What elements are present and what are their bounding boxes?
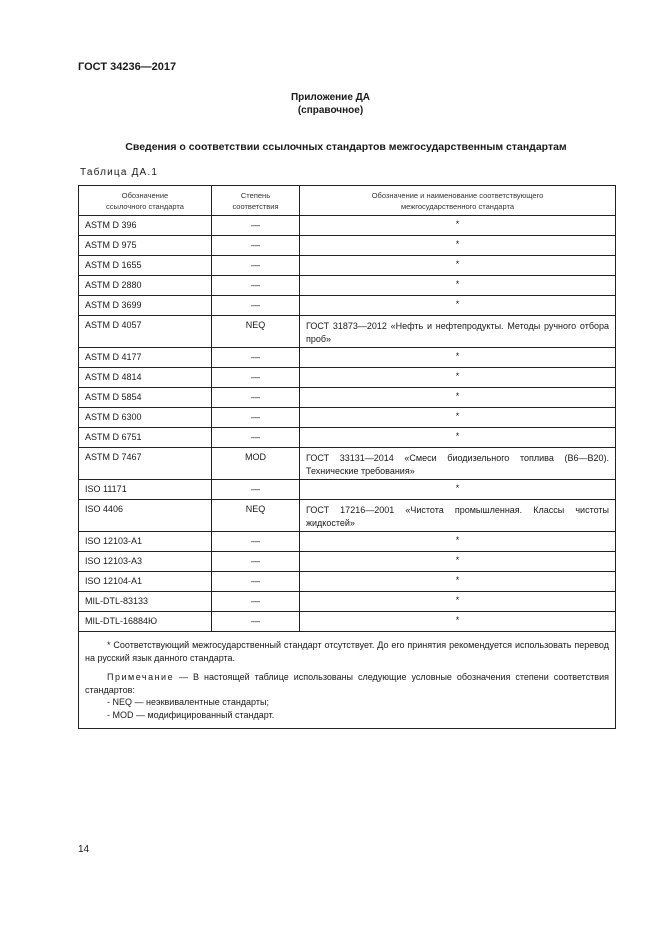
cell-degree: MOD xyxy=(212,448,300,480)
note-item: - NEQ — неэквивалентные стандарты; xyxy=(107,697,269,707)
cell-degree: — xyxy=(212,236,300,256)
appendix-title: Приложение ДА xyxy=(290,92,371,103)
cell-reference: ISO 12103-A1 xyxy=(79,532,212,552)
cell-degree: — xyxy=(212,216,300,236)
cell-reference: ASTM D 4814 xyxy=(79,368,212,388)
table-row xyxy=(79,500,616,532)
cell-degree: — xyxy=(212,368,300,388)
cell-interstate-standard: * xyxy=(300,532,616,552)
cell-reference: ASTM D 6751 xyxy=(79,428,212,448)
table-row xyxy=(79,552,616,572)
cell-interstate-standard: ГОСТ 17216—2001 «Чистота промышленная. Классы чистоты жидкостей» xyxy=(300,500,616,532)
correspondence-table xyxy=(78,185,616,729)
note-label: Примечание xyxy=(107,672,175,682)
note xyxy=(85,671,609,696)
cell-interstate-standard: * xyxy=(300,572,616,592)
header-degree xyxy=(212,186,300,216)
table-row xyxy=(79,348,616,368)
cell-interstate-standard: * xyxy=(300,368,616,388)
header-col2-line2: соответствия xyxy=(232,201,279,211)
cell-reference: ISO 4406 xyxy=(79,500,212,532)
table-row xyxy=(79,532,616,552)
cell-degree: — xyxy=(212,408,300,428)
table-row xyxy=(79,236,616,256)
note-item: - MOD — модифицированный стандарт. xyxy=(107,709,275,720)
cell-degree: NEQ xyxy=(212,500,300,532)
table-footer xyxy=(79,632,616,729)
cell-interstate-standard: * xyxy=(300,256,616,276)
cell-reference: ASTM D 3699 xyxy=(79,296,212,316)
header-interstate-standard xyxy=(300,186,616,216)
header-col1-line1: Обозначение xyxy=(121,190,169,200)
table-row xyxy=(79,448,616,480)
cell-reference: MIL-DTL-83133 xyxy=(79,592,212,612)
header-col1-line2: ссылочного стандарта xyxy=(106,201,184,211)
cell-degree: — xyxy=(212,532,300,552)
table-header-row xyxy=(79,186,616,216)
cell-reference: ISO 12104-A1 xyxy=(79,572,212,592)
cell-interstate-standard: * xyxy=(300,552,616,572)
header-col3-line1: Обозначение и наименование соответствующего xyxy=(371,190,544,200)
table-row xyxy=(79,592,616,612)
cell-reference: ASTM D 4057 xyxy=(79,316,212,348)
cell-degree: — xyxy=(212,552,300,572)
cell-interstate-standard: * xyxy=(300,388,616,408)
header-reference-standard xyxy=(79,186,212,216)
cell-reference: ASTM D 7467 xyxy=(79,448,212,480)
cell-degree: — xyxy=(212,348,300,368)
header-col3-line2: межгосударственного стандарта xyxy=(401,201,514,211)
page-number: 14 xyxy=(78,844,90,855)
document-id: ГОСТ 34236—2017 xyxy=(78,61,177,73)
cell-reference: ASTM D 2880 xyxy=(79,276,212,296)
cell-reference: ASTM D 396 xyxy=(79,216,212,236)
note-text: — В настоящей таблице использованы следующие условные обозначения степени соответствия стандартов: xyxy=(85,672,609,695)
table-row xyxy=(79,216,616,236)
cell-reference: ASTM D 4177 xyxy=(79,348,212,368)
table-row xyxy=(79,296,616,316)
cell-interstate-standard: * xyxy=(300,296,616,316)
cell-degree: — xyxy=(212,276,300,296)
cell-reference: ASTM D 6300 xyxy=(79,408,212,428)
table-row xyxy=(79,388,616,408)
table-row xyxy=(79,572,616,592)
cell-interstate-standard: * xyxy=(300,592,616,612)
cell-interstate-standard: * xyxy=(300,348,616,368)
cell-reference: MIL-DTL-16884Ю xyxy=(79,612,212,632)
cell-interstate-standard: * xyxy=(300,612,616,632)
table-body xyxy=(79,216,616,632)
cell-interstate-standard: * xyxy=(300,236,616,256)
cell-degree: — xyxy=(212,256,300,276)
cell-interstate-standard: * xyxy=(300,276,616,296)
footnote: * Соответствующий межгосударственный стандарт отсутствует. До его принятия рекомендуется использовать перевод на русский язык данного стандарта. xyxy=(85,640,609,663)
section-title: Сведения о соответствии ссылочных стандартов межгосударственным стандартам xyxy=(125,141,567,153)
cell-interstate-standard: * xyxy=(300,216,616,236)
cell-degree: — xyxy=(212,428,300,448)
table-row xyxy=(79,428,616,448)
cell-interstate-standard: * xyxy=(300,428,616,448)
table-row xyxy=(79,408,616,428)
header-col2-line1: Степень xyxy=(240,190,271,200)
table-row xyxy=(79,276,616,296)
cell-interstate-standard: ГОСТ 31873—2012 «Нефть и нефтепродукты. Методы ручного отбора проб» xyxy=(300,316,616,348)
cell-degree: — xyxy=(212,296,300,316)
cell-reference: ASTM D 975 xyxy=(79,236,212,256)
table-row xyxy=(79,368,616,388)
cell-reference: ISO 11171 xyxy=(79,480,212,500)
cell-degree: — xyxy=(212,480,300,500)
cell-degree: NEQ xyxy=(212,316,300,348)
cell-interstate-standard: ГОСТ 33131—2014 «Смеси биодизельного топлива (В6—В20). Технические требования» xyxy=(300,448,616,480)
cell-degree: — xyxy=(212,612,300,632)
cell-degree: — xyxy=(212,572,300,592)
cell-interstate-standard: * xyxy=(300,480,616,500)
table-row xyxy=(79,256,616,276)
cell-reference: ISO 12103-A3 xyxy=(79,552,212,572)
cell-degree: — xyxy=(212,388,300,408)
cell-degree: — xyxy=(212,592,300,612)
cell-reference: ASTM D 5854 xyxy=(79,388,212,408)
table-row xyxy=(79,612,616,632)
cell-reference: ASTM D 1655 xyxy=(79,256,212,276)
table-row xyxy=(79,480,616,500)
appendix-subtitle: (справочное) xyxy=(297,105,364,116)
cell-interstate-standard: * xyxy=(300,408,616,428)
table-caption: Таблица ДА.1 xyxy=(80,167,159,178)
table-row xyxy=(79,316,616,348)
